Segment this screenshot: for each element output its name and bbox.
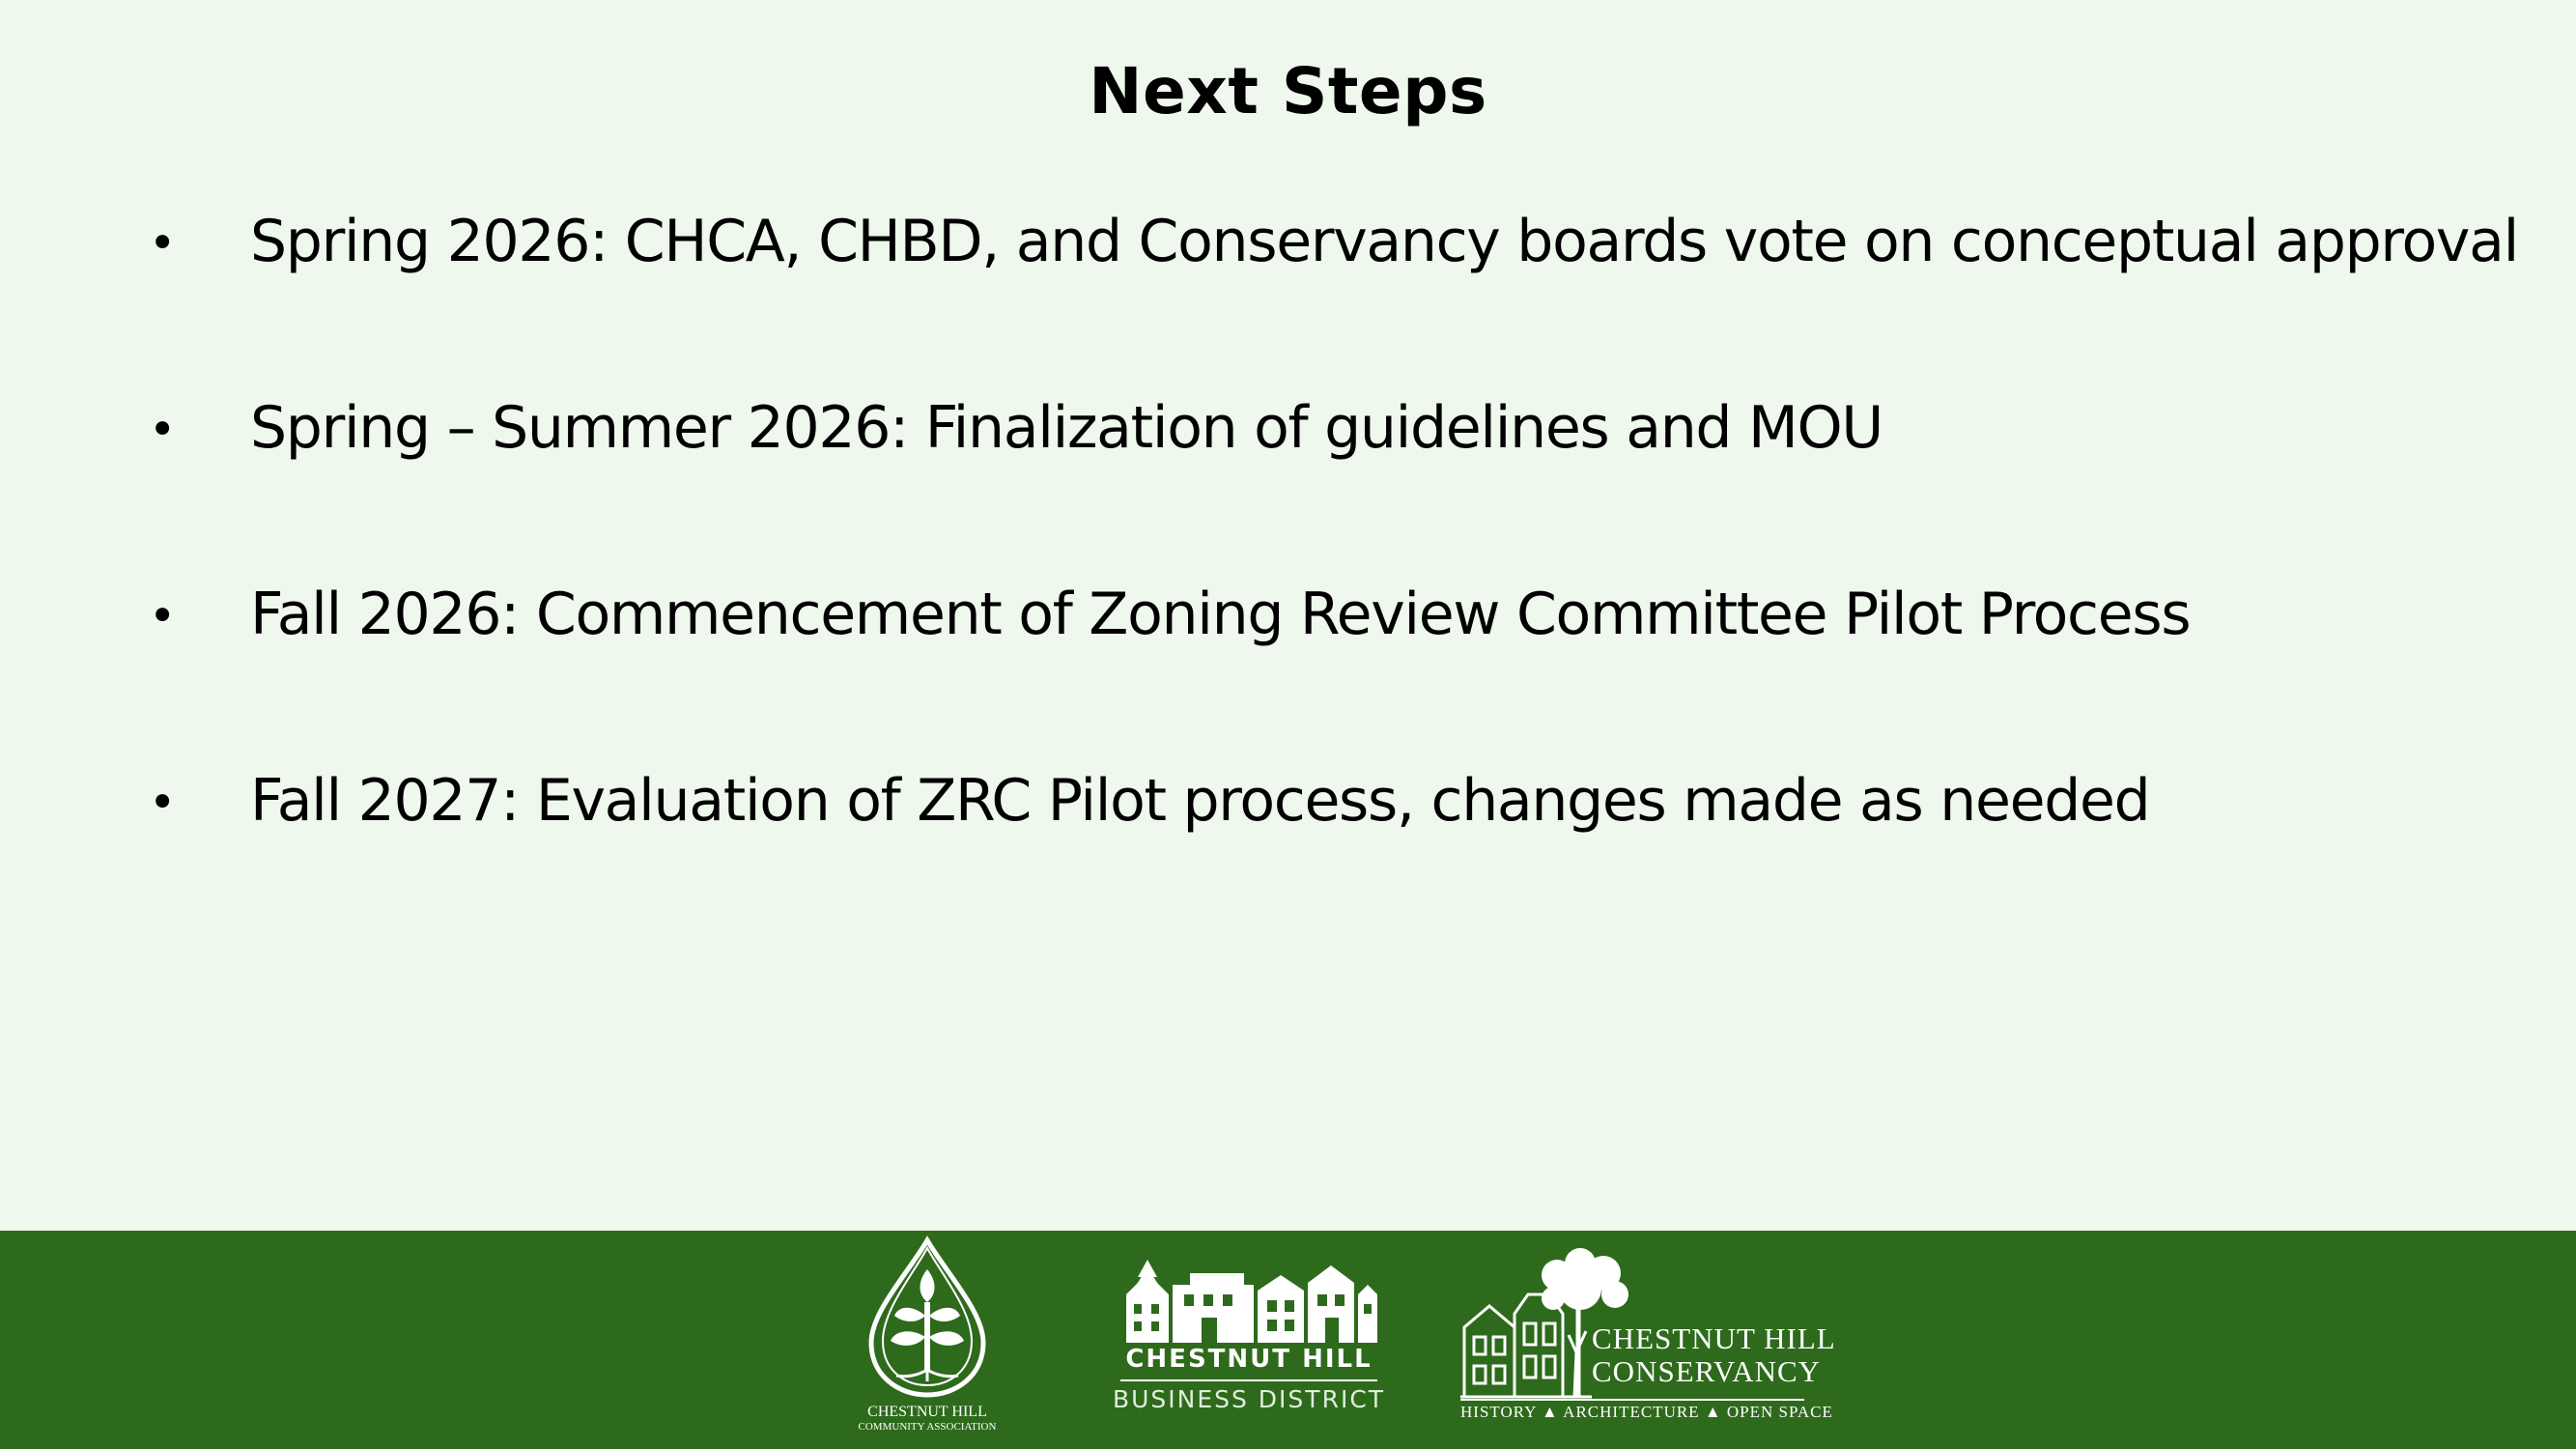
chbd-divider xyxy=(1120,1379,1377,1381)
tree-in-drop-icon xyxy=(850,1235,1005,1399)
bullet-marker: • xyxy=(149,589,177,643)
bullet-text: Spring – Summer 2026: Finalization of guidelines and MOU xyxy=(250,394,1882,462)
chc-divider xyxy=(1460,1399,1804,1401)
chbd-subname: BUSINESS DISTRICT xyxy=(1112,1385,1386,1413)
chca-logo xyxy=(850,1235,1005,1441)
bullet-marker: • xyxy=(149,776,177,830)
chc-name-line2: CONSERVANCY xyxy=(1592,1354,1822,1388)
chc-name-line1: CHESTNUT HILL xyxy=(1592,1321,1836,1355)
bullet-marker: • xyxy=(149,403,177,457)
chc-tagline: HISTORY ▲ ARCHITECTURE ▲ OPEN SPACE xyxy=(1460,1403,1833,1421)
bullet-text: Fall 2027: Evaluation of ZRC Pilot process, changes made as needed xyxy=(250,767,2150,835)
bullet-marker: • xyxy=(149,216,177,270)
chca-subname: COMMUNITY ASSOCIATION xyxy=(858,1421,997,1433)
chca-name: CHESTNUT HILL xyxy=(867,1404,987,1420)
chbd-name: CHESTNUT HILL xyxy=(1125,1345,1373,1374)
storefronts-icon xyxy=(1109,1256,1389,1343)
bullet-item xyxy=(0,580,2576,676)
slide-title: Next Steps xyxy=(1089,54,1487,128)
bullet-item xyxy=(0,766,2576,863)
chbd-logo xyxy=(1109,1256,1389,1420)
chc-logo xyxy=(1460,1246,1836,1430)
bullet-text: Spring 2026: CHCA, CHBD, and Conservancy boards vote on conceptual approval xyxy=(250,208,2518,275)
bullet-item xyxy=(0,207,2576,303)
bullet-text: Fall 2026: Commencement of Zoning Review Committee Pilot Process xyxy=(250,581,2191,648)
bullet-item xyxy=(0,393,2576,490)
